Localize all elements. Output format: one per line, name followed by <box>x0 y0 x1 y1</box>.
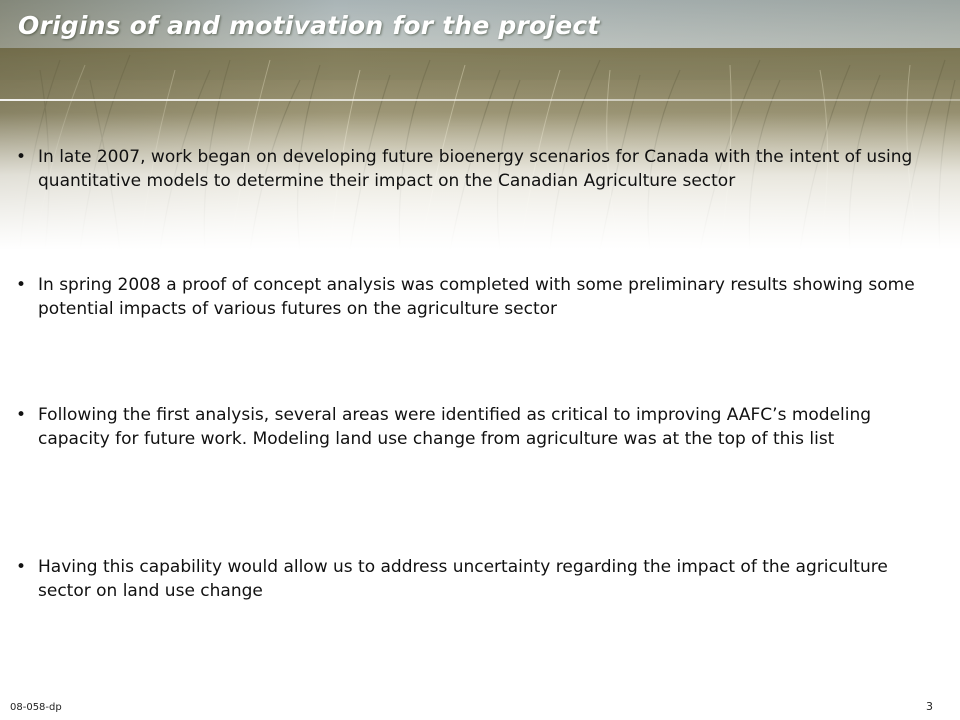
bullet-item <box>16 555 934 603</box>
bullet-icon: • <box>16 275 27 295</box>
bullet-icon: • <box>16 557 27 577</box>
bullet-icon: • <box>16 147 27 167</box>
bullet-item <box>16 273 934 321</box>
bullet-icon: • <box>16 405 27 425</box>
bullet-text: Following the first analysis, several areas were identified as critical to improving AAFC’s modeling capacity for future work. Modeling land use change from agriculture was at the top of this list <box>38 405 872 449</box>
bullet-item <box>16 403 934 451</box>
page-number: 3 <box>926 700 933 713</box>
document-id: 08-058-dp <box>10 702 62 713</box>
bullet-item <box>16 145 934 193</box>
bullet-text: In late 2007, work began on developing future bioenergy scenarios for Canada with the intent of using quantitative models to determine their impact on the Canadian Agriculture sector <box>38 147 913 191</box>
bullet-text: In spring 2008 a proof of concept analysis was completed with some preliminary results showing some potential impacts of various futures on the agriculture sector <box>38 275 915 319</box>
bullet-text: Having this capability would allow us to address uncertainty regarding the impact of the agriculture sector on land use change <box>38 557 888 601</box>
slide-title: Origins of and motivation for the project <box>18 11 600 40</box>
